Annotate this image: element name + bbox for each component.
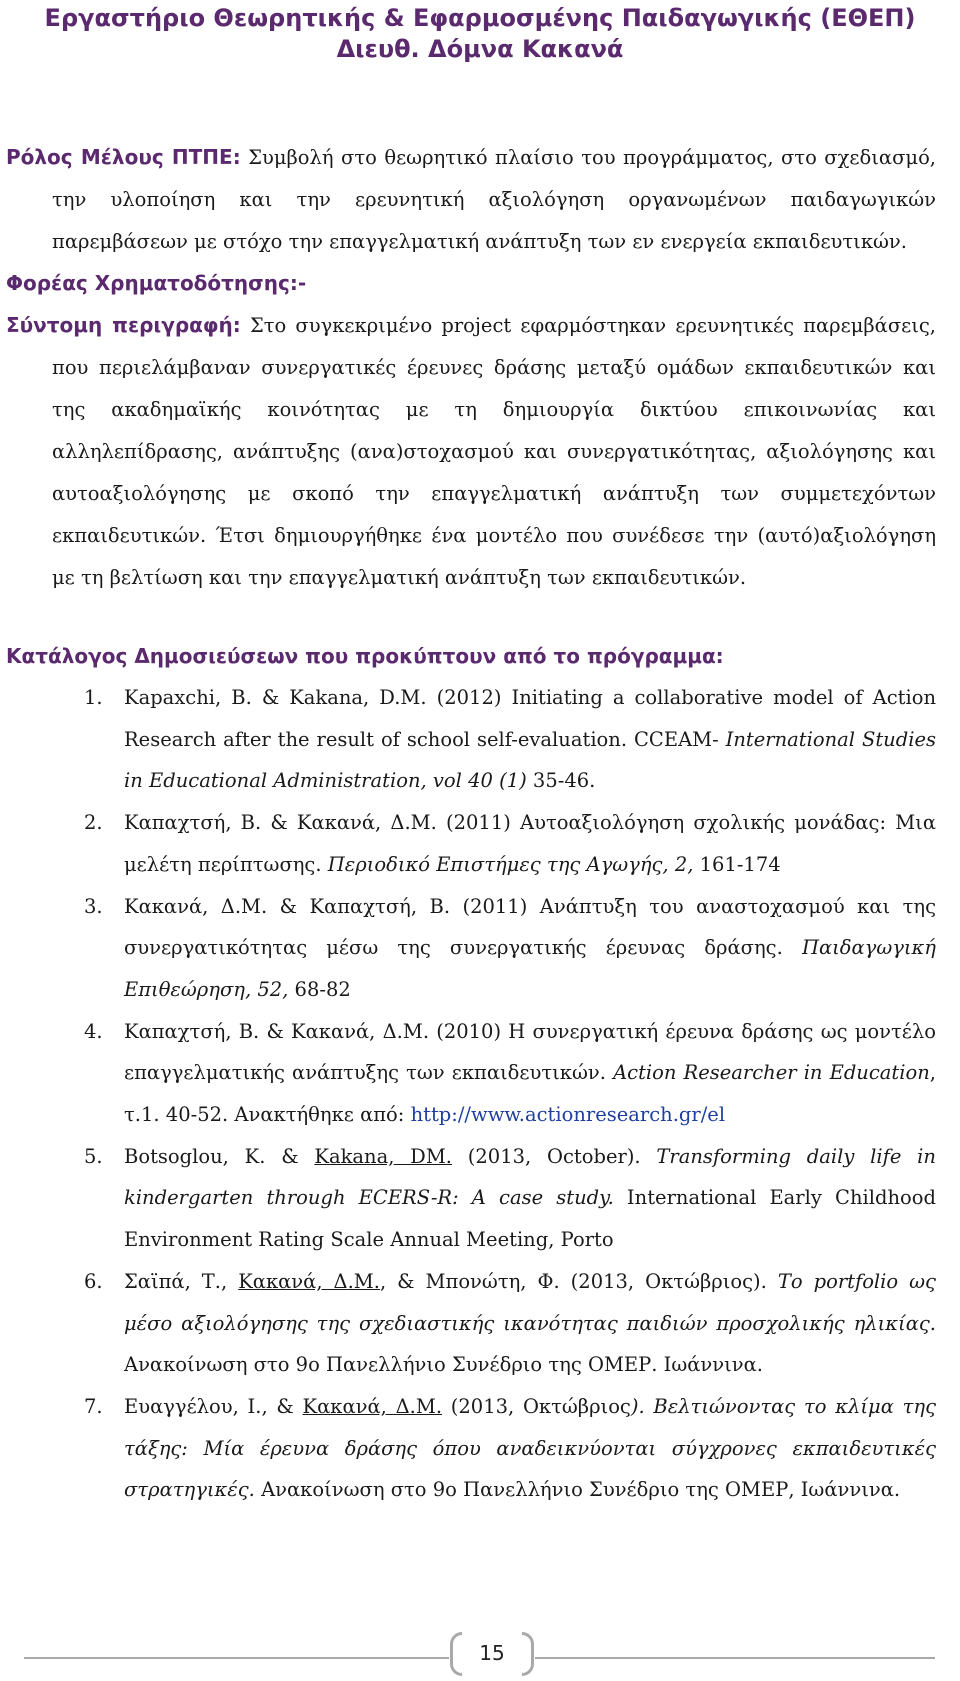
- publication-number: 7.: [84, 1394, 103, 1418]
- publication-number: 5.: [84, 1144, 103, 1168]
- page-bracket-left: [450, 1632, 462, 1676]
- publication-text: Κακανά, Δ.Μ. & Καπαχτσή, Β. (2011) Ανάπτυξη του αναστοχασμού και της συνεργατικότητας μέσω της συνεργατικής έρευνας δράσης.: [124, 894, 936, 960]
- publication-pages: 68-82: [288, 977, 351, 1001]
- role-text: Συμβολή στο θεωρητικό πλαίσιο του προγράμματος, στο σχεδιασμό, την υλοποίηση και την ερευνητική αξιολόγηση οργανωμένων παιδαγωγικών παρεμβάσεων με στόχο την επαγγελματική ανάπτυξη των εν ενεργεία εκπαιδευτικών.: [52, 146, 937, 253]
- publication-author-underlined: Κακανά, Δ.Μ.: [302, 1394, 443, 1418]
- publication-text: Σαϊπά, Τ.,: [124, 1269, 239, 1293]
- lab-director: Διευθ. Δόμνα Κακανά: [336, 35, 624, 63]
- footer-rule-right: [535, 1657, 935, 1659]
- publication-text: Καπαχτσή, Β. & Κακανά, Δ.Μ. (2011) Αυτοαξιολόγηση σχολικής μονάδας: Μια μελέτη περίπτωσης.: [124, 811, 936, 876]
- publication-text: Botsoglou, K. &: [124, 1144, 315, 1168]
- funding-label: Φορέας Χρηματοδότησης:-: [6, 271, 307, 295]
- publication-journal: Περιοδικό Επιστήμες της Αγωγής, 2,: [327, 852, 694, 876]
- publication-number: 2.: [84, 811, 103, 835]
- publication-text: Καπαχτσή, Β. & Κακανά, Δ.Μ. (2010) Η συνεργατική έρευνα δράσης ως μοντέλο επαγγελματικής ανάπτυξης των εκπαιδευτικών.: [124, 1019, 936, 1085]
- publication-item: [84, 1011, 936, 1136]
- publication-text: Ευαγγέλου, Ι., &: [124, 1394, 303, 1418]
- publication-number: 1.: [84, 686, 103, 709]
- publication-journal: Παιδαγωγική Επιθεώρηση, 52,: [124, 936, 936, 1001]
- publication-author-underlined: Κακανά, Δ.Μ.: [238, 1269, 380, 1293]
- publication-link[interactable]: http://www.actionresearch.gr/el: [410, 1103, 726, 1127]
- publication-number: 3.: [84, 894, 103, 918]
- publication-pages: , τ.1. 40-52. Ανακτήθηκε από:: [124, 1061, 936, 1127]
- summary-section: [6, 304, 936, 599]
- lab-title: Εργαστήριο Θεωρητικής & Εφαρμοσμένης Παιδαγωγικής (ΕΘΕΠ): [44, 4, 916, 32]
- role-section: [6, 136, 936, 263]
- publications-list: [84, 677, 936, 1511]
- publication-journal: Action Researcher in Education: [613, 1061, 930, 1085]
- publication-venue: Ανακοίνωση στο 9ο Πανελλήνιο Συνέδριο της ΟΜΕΡ, Ιωάννινα.: [254, 1478, 901, 1502]
- publication-title: Το portfolio ως μέσο αξιολόγησης της σχεδιαστικής ικανότητας παιδιών προσχολικής ηλικίας.: [124, 1269, 936, 1335]
- publication-number: 6.: [84, 1269, 103, 1293]
- publication-title: Transforming daily life in kindergarten through ECERS-R: A case study.: [124, 1144, 936, 1210]
- publication-date: (2013, Οκτώβριος: [442, 1394, 631, 1418]
- publication-item: [84, 677, 936, 802]
- publication-pages: 161-174: [693, 852, 781, 876]
- publications-heading: Κατάλογος Δημοσιεύσεων που προκύπτουν από το πρόγραμμα:: [6, 644, 724, 668]
- publication-item: [84, 1386, 936, 1511]
- summary-label: Σύντομη περιγραφή:: [6, 313, 241, 337]
- publication-item: [84, 1261, 936, 1386]
- publication-pages: 35-46.: [526, 769, 596, 793]
- funding-section: [6, 262, 936, 305]
- role-label: Ρόλος Μέλους ΠΤΠΕ:: [6, 145, 241, 169]
- publication-item: [84, 1136, 936, 1261]
- publication-date: , & Μπονώτη, Φ. (2013, Οκτώβριος).: [379, 1269, 778, 1293]
- page-number: 15: [479, 1641, 505, 1665]
- summary-text: Στο συγκεκριμένο project εφαρμόστηκαν ερευνητικές παρεμβάσεις, που περιελάμβαναν συνεργατικές έρευνες δράσης μεταξύ ομάδων εκπαιδευτικών και της ακαδημαϊκής κοινότητας με τη δημιουργία δικτύου επικοινωνίας και αλληλεπίδρασης, ανάπτυξης (ανα)στοχασμού και συνεργατικότητας, αξιολόγησης και αυτοαξιολόγησης με σκοπό την επαγγελματική ανάπτυξη των συμμετεχόντων εκπαιδευτικών. Έτσι δημιουργήθηκε ένα μοντέλο που συνέδεσε την (αυτό)αξιολόγηση με τη βελτίωση και την επαγγελματική ανάπτυξη των εκπαιδευτικών.: [52, 314, 937, 589]
- page-bracket-right: [522, 1632, 534, 1676]
- publication-venue: International Early Childhood Environment Rating Scale Annual Meeting, Porto: [124, 1186, 936, 1252]
- publication-journal: International Studies in Educational Administration, vol 40 (1): [124, 727, 936, 793]
- publication-item: [84, 802, 936, 885]
- publication-author-underlined: Kakana, DM.: [314, 1144, 452, 1168]
- publication-item: [84, 886, 936, 1011]
- publications-section: [6, 635, 936, 678]
- publication-venue: Ανακοίνωση στο 9ο Πανελλήνιο Συνέδριο της ΟΜΕΡ. Ιωάννινα.: [124, 1353, 764, 1377]
- footer-rule-left: [24, 1657, 449, 1659]
- publication-date: (2013, October).: [451, 1144, 657, 1168]
- publication-title: ). Βελτιώνοντας το κλίμα της τάξης: Μία έρευνα δράσης όπου αναδεικνύονται σύγχρονες εκπαιδευτικές στρατηγικές.: [124, 1394, 937, 1502]
- publication-number: 4.: [84, 1019, 103, 1043]
- publication-text: Kapaxchi, B. & Kakana, D.M. (2012) Initiating a collaborative model of Action Research after the result of school self-evaluation. CCEAM-: [124, 686, 936, 751]
